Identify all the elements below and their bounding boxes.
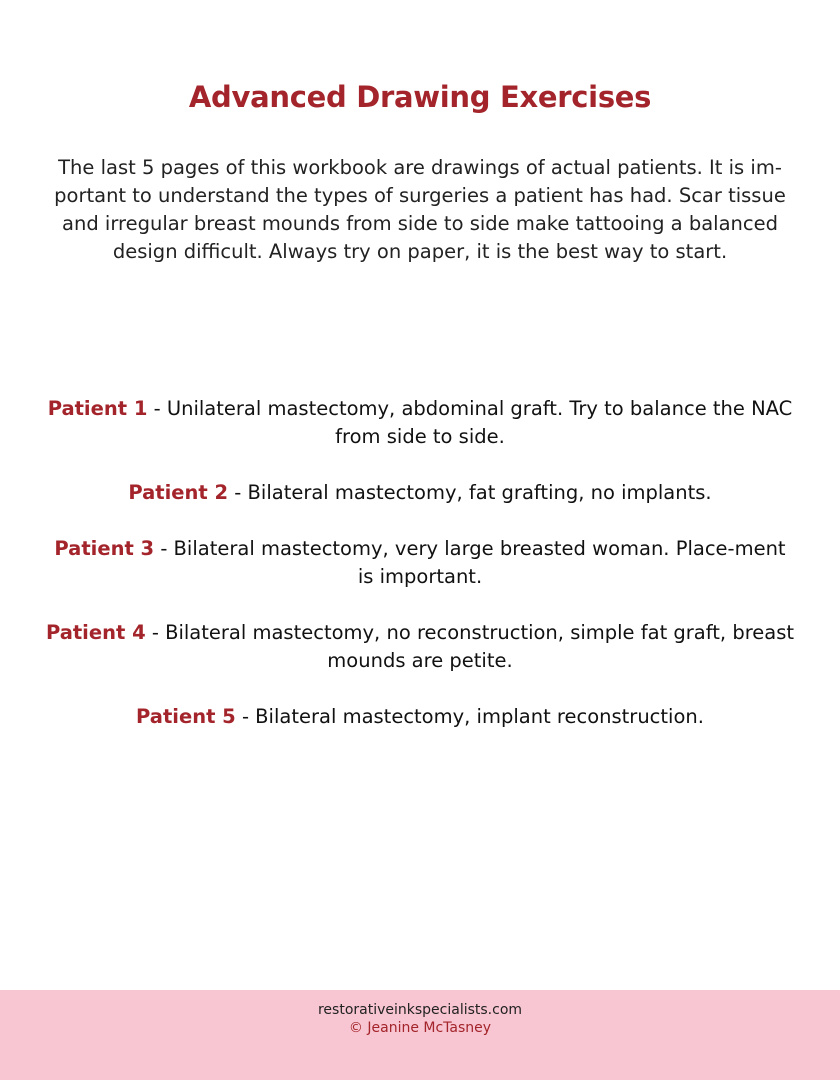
intro-paragraph: The last 5 pages of this workbook are drawings of actual patients. It is im-portant to understand the types of surgeries a patient has had. Scar tissue and irregular breast mounds from side to side make tattooing a balanced design difficult. Always try on paper, it is the best way to start. [54, 156, 786, 263]
patient-description: - Bilateral mastectomy, fat grafting, no implants. [228, 481, 712, 504]
patient-list [45, 395, 795, 759]
patient-description: - Unilateral mastectomy, abdominal graft. Try to balance the NAC from side to side. [147, 397, 793, 448]
footer-website-link[interactable]: restorativeinkspecialists.com [317, 1002, 523, 1018]
patient-description: - Bilateral mastectomy, no reconstruction, simple fat graft, breast mounds are petite. [145, 621, 795, 672]
patient-label: Patient 2 [128, 481, 229, 504]
patient-item-2 [45, 479, 795, 507]
patient-label: Patient 3 [54, 537, 155, 560]
patient-description: - Bilateral mastectomy, implant reconstruction. [235, 705, 704, 728]
patient-item-5 [45, 703, 795, 731]
patient-item-3 [45, 535, 795, 591]
page-footer [0, 990, 840, 1080]
patient-label: Patient 5 [136, 705, 236, 728]
footer-copyright: © Jeanine McTasney [348, 1020, 492, 1036]
patient-description: - Bilateral mastectomy, very large breasted woman. Place-ment is important. [154, 537, 786, 588]
patient-item-4 [45, 619, 795, 675]
patient-item-1 [45, 395, 795, 451]
patient-label: Patient 4 [45, 621, 146, 644]
patient-label: Patient 1 [47, 397, 148, 420]
page-title: Advanced Drawing Exercises [188, 80, 652, 114]
